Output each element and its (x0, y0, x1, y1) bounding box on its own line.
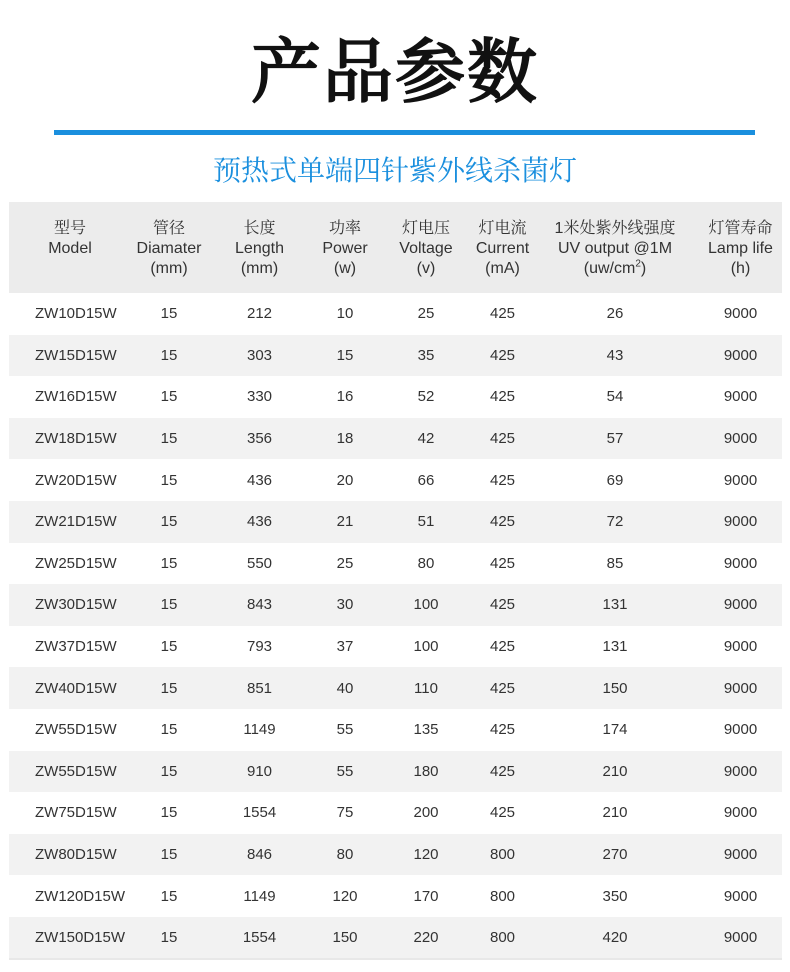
cell-current: 800 (489, 929, 516, 947)
table-row (9, 543, 782, 585)
cell-diameter: 15 (160, 346, 178, 364)
spec-table (9, 202, 782, 959)
cell-current: 800 (489, 887, 516, 905)
cell-uv-output: 420 (602, 929, 628, 947)
header-length: 长度 Length (mm) (235, 220, 284, 277)
cell-lamp-life: 9000 (723, 513, 758, 531)
cell-length: 550 (246, 554, 273, 572)
cell-current: 425 (489, 554, 516, 572)
cell-model: ZW16D15W (35, 388, 117, 406)
cell-length: 1149 (243, 721, 276, 739)
cell-lamp-life: 9000 (723, 554, 758, 572)
cell-lamp-life: 9000 (723, 721, 758, 739)
page-title: 产品参数 (251, 31, 539, 113)
cell-length: 851 (246, 679, 273, 697)
table-row (9, 834, 782, 876)
cell-length: 793 (246, 638, 273, 656)
cell-model: ZW20D15W (35, 471, 117, 489)
cell-model: ZW15D15W (35, 346, 117, 364)
cell-voltage: 42 (417, 430, 435, 448)
cell-diameter: 15 (160, 513, 178, 531)
cell-power: 120 (332, 887, 358, 905)
cell-lamp-life: 9000 (723, 471, 758, 489)
cell-lamp-life: 9000 (723, 430, 758, 448)
cell-model: ZW40D15W (35, 679, 117, 697)
cell-model: ZW150D15W (35, 929, 126, 947)
cell-voltage: 25 (417, 305, 435, 323)
cell-lamp-life: 9000 (723, 305, 758, 323)
table-row (9, 293, 782, 335)
cell-length: 436 (246, 513, 273, 531)
cell-model: ZW80D15W (35, 846, 117, 864)
cell-uv-output: 69 (606, 471, 624, 489)
cell-voltage: 200 (413, 804, 439, 822)
cell-power: 10 (336, 305, 354, 323)
cell-uv-output: 72 (606, 513, 624, 531)
table-row (9, 667, 782, 709)
table-row (9, 626, 782, 668)
header-power: 功率 Power (w) (322, 220, 368, 277)
cell-current: 425 (489, 804, 516, 822)
cell-length: 1149 (243, 887, 276, 905)
header-uv-output: 1米处紫外线强度 UV output @1M $(uw/cm^2)$ (554, 220, 676, 277)
table-row (9, 875, 782, 917)
cell-voltage: 180 (413, 762, 439, 780)
cell-length: 436 (246, 471, 273, 489)
cell-uv-output: 150 (602, 679, 628, 697)
table-row (9, 751, 782, 793)
cell-lamp-life: 9000 (723, 346, 758, 364)
cell-current: 425 (489, 430, 516, 448)
table-row (9, 418, 782, 460)
cell-power: 16 (336, 388, 354, 406)
cell-voltage: 170 (413, 887, 439, 905)
cell-power: 21 (336, 513, 354, 531)
cell-power: 30 (336, 596, 354, 614)
header-lamp-life: 灯管寿命 Lamp life (h) (708, 220, 773, 277)
cell-model: ZW18D15W (35, 430, 117, 448)
cell-length: 330 (246, 388, 273, 406)
cell-current: 425 (489, 762, 516, 780)
cell-uv-output: 131 (602, 596, 628, 614)
cell-diameter: 15 (160, 638, 178, 656)
cell-lamp-life: 9000 (723, 388, 758, 406)
cell-power: 150 (332, 929, 358, 947)
cell-power: 80 (336, 846, 354, 864)
cell-model: ZW30D15W (35, 596, 117, 614)
cell-current: 425 (489, 513, 516, 531)
cell-length: 910 (246, 762, 273, 780)
cell-model: ZW37D15W (35, 638, 117, 656)
cell-diameter: 15 (160, 679, 178, 697)
cell-length: 356 (246, 430, 273, 448)
cell-voltage: 66 (417, 471, 435, 489)
cell-uv-output: 210 (602, 804, 628, 822)
cell-uv-output: 54 (606, 388, 624, 406)
cell-voltage: 35 (417, 346, 435, 364)
cell-power: 37 (336, 638, 354, 656)
cell-uv-output: 270 (602, 846, 628, 864)
header-voltage: 灯电压 Voltage (v) (399, 220, 453, 277)
header-current: 灯电流 Current (mA) (475, 220, 530, 277)
cell-lamp-life: 9000 (723, 846, 758, 864)
cell-current: 425 (489, 721, 516, 739)
table-bottom-border (9, 958, 782, 960)
cell-voltage: 135 (413, 721, 439, 739)
cell-model: ZW25D15W (35, 554, 117, 572)
cell-voltage: 51 (417, 513, 435, 531)
cell-diameter: 15 (160, 388, 178, 406)
cell-length: 846 (246, 846, 273, 864)
cell-power: 40 (336, 679, 354, 697)
cell-power: 55 (336, 721, 354, 739)
cell-power: 18 (336, 430, 354, 448)
cell-voltage: 100 (413, 596, 439, 614)
cell-current: 425 (489, 305, 516, 323)
cell-lamp-life: 9000 (723, 804, 758, 822)
cell-lamp-life: 9000 (723, 638, 758, 656)
cell-current: 425 (489, 638, 516, 656)
table-body (9, 293, 782, 959)
cell-current: 425 (489, 679, 516, 697)
cell-length: 843 (246, 596, 273, 614)
cell-power: 25 (336, 554, 354, 572)
table-row (9, 501, 782, 543)
cell-uv-output: 43 (606, 346, 624, 364)
cell-diameter: 15 (160, 804, 178, 822)
cell-lamp-life: 9000 (723, 596, 758, 614)
cell-power: 75 (336, 804, 354, 822)
cell-model: ZW55D15W (35, 721, 117, 739)
cell-uv-output: 57 (606, 430, 624, 448)
cell-model: ZW75D15W (35, 804, 117, 822)
cell-voltage: 120 (413, 846, 439, 864)
cell-diameter: 15 (160, 430, 178, 448)
cell-lamp-life: 9000 (723, 887, 758, 905)
cell-length: 1554 (242, 929, 277, 947)
table-row (9, 584, 782, 626)
cell-diameter: 15 (160, 305, 178, 323)
cell-current: 425 (489, 471, 516, 489)
cell-diameter: 15 (160, 846, 178, 864)
cell-length: 1554 (242, 804, 277, 822)
table-row (9, 709, 782, 751)
cell-uv-output: 85 (606, 554, 624, 572)
cell-diameter: 15 (160, 721, 178, 739)
table-row (9, 335, 782, 377)
cell-diameter: 15 (160, 762, 178, 780)
cell-uv-output: 26 (606, 305, 624, 323)
header-diameter: 管径 Diamater (mm) (136, 220, 202, 277)
cell-diameter: 15 (160, 887, 178, 905)
cell-voltage: 52 (417, 388, 435, 406)
cell-length: 212 (246, 305, 273, 323)
cell-power: 20 (336, 471, 354, 489)
table-row (9, 376, 782, 418)
cell-power: 55 (336, 762, 354, 780)
cell-diameter: 15 (160, 554, 178, 572)
cell-uv-output: 174 (602, 721, 628, 739)
cell-current: 800 (489, 846, 516, 864)
cell-voltage: 100 (413, 638, 439, 656)
cell-uv-output: 131 (602, 638, 628, 656)
cell-lamp-life: 9000 (723, 679, 758, 697)
cell-lamp-life: 9000 (723, 929, 758, 947)
cell-diameter: 15 (160, 929, 178, 947)
cell-diameter: 15 (160, 471, 178, 489)
product-subtitle: 预热式单端四针紫外线杀菌灯 (212, 154, 577, 187)
table-row (9, 792, 782, 834)
cell-model: ZW21D15W (35, 513, 117, 531)
cell-model: ZW10D15W (35, 305, 117, 323)
cell-uv-output: 350 (602, 887, 628, 905)
cell-voltage: 80 (417, 554, 435, 572)
cell-current: 425 (489, 596, 516, 614)
header-model: 型号 Model (48, 220, 92, 257)
cell-current: 425 (489, 388, 516, 406)
cell-current: 425 (489, 346, 516, 364)
cell-uv-output: 210 (602, 762, 628, 780)
title-divider (54, 130, 755, 135)
table-row (9, 459, 782, 501)
cell-power: 15 (336, 346, 354, 364)
cell-voltage: 110 (414, 679, 438, 697)
cell-lamp-life: 9000 (723, 762, 758, 780)
cell-model: ZW120D15W (35, 887, 126, 905)
cell-length: 303 (246, 346, 273, 364)
cell-voltage: 220 (413, 929, 439, 947)
cell-diameter: 15 (160, 596, 178, 614)
table-header (9, 202, 782, 293)
table-row (9, 917, 782, 959)
cell-model: ZW55D15W (35, 762, 117, 780)
